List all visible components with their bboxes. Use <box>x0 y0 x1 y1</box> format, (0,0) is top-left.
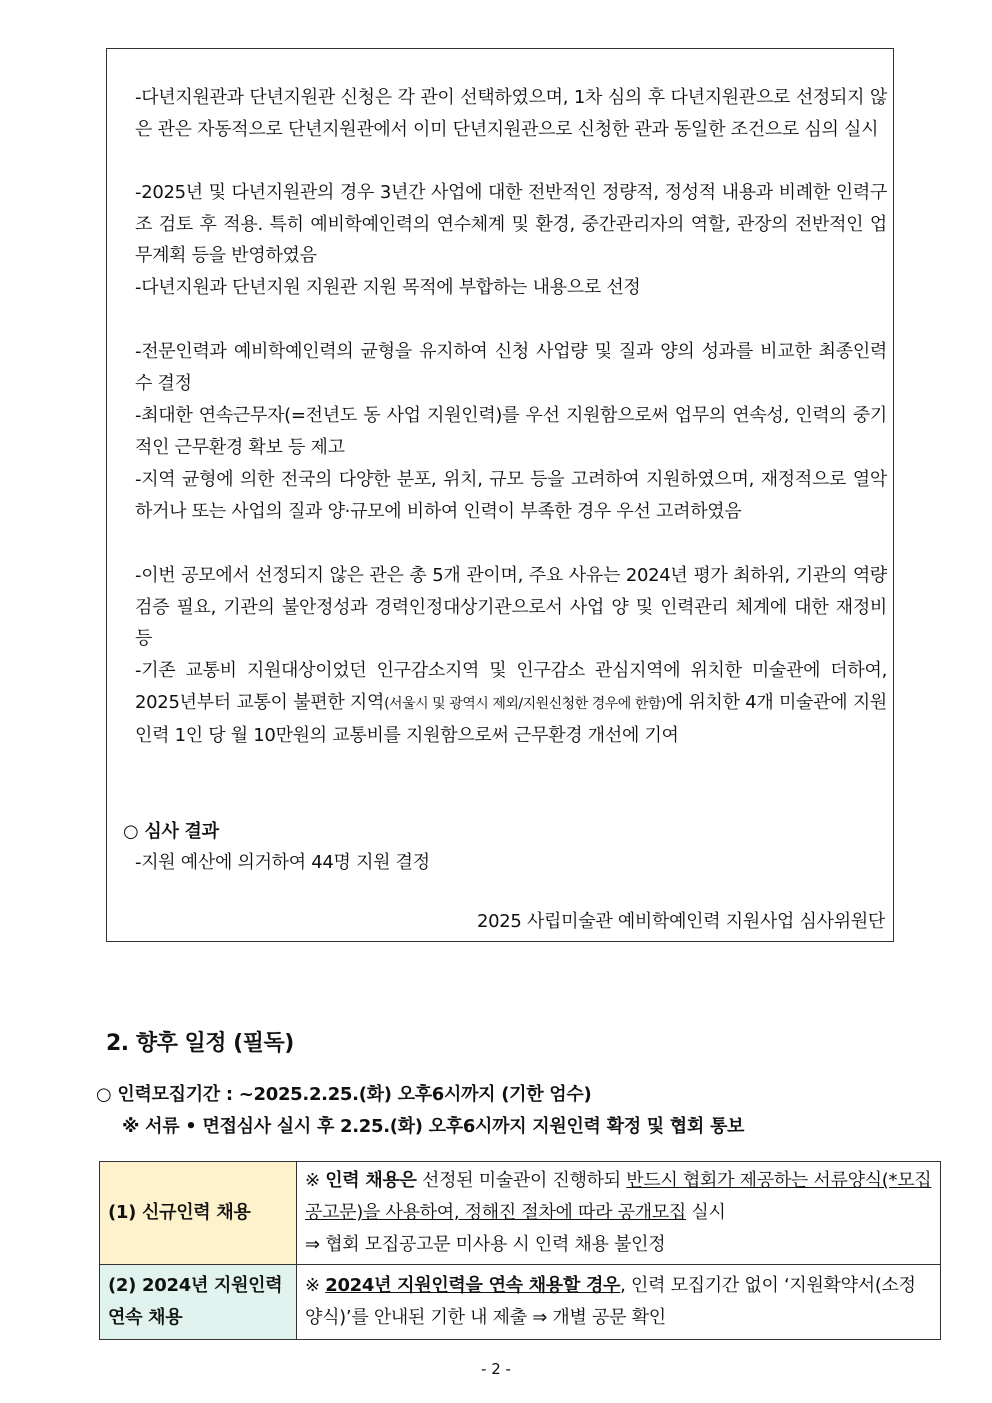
paragraph-balance: -전문인력과 예비학예인력의 균형을 유지하여 신청 사업량 및 질과 양의 성과를 비교한 최종인력 수 결정 <box>135 341 887 394</box>
paragraph-selection-purpose: -다년지원과 단년지원 지원관 지원 목적에 부합하는 내용으로 선정 <box>135 277 641 298</box>
table-row <box>100 1162 941 1265</box>
paragraph-transport-support <box>135 655 887 752</box>
transport-text-note: (서울시 및 광역시 제외/지원신청한 경우에 한함) <box>384 695 666 712</box>
page-number: - 2 - <box>481 1360 511 1378</box>
content-text: , 인력 모집기간 없이 ‘지원확약서(소정양식)’를 안내된 기한 내 제출 ⇒ 개별 공문 확인 <box>305 1275 916 1328</box>
table-row <box>100 1265 941 1340</box>
emphasis-text: 2024년 지원인력을 연속 채용할 경우 <box>325 1275 621 1297</box>
paragraph-2025-criteria: -2025년 및 다년지원관의 경우 3년간 사업에 대한 전반적인 정량적, 정성적 내용과 비례한 인력구조 검토 후 적용. 특히 예비학예인력의 연수체계 및 환경, 중간관리자의 역할, 관장의 전반적인 업무계획 등을 반영하였음 <box>135 182 887 267</box>
paragraph-multi-year-selection: -다년지원관과 단년지원관 신청은 각 관이 선택하였으며, 1차 심의 후 다년지원관으로 선정되지 않은 관은 자동적으로 단년지원관에서 이미 단년지원관으로 신청한 관과 동일한 조건으로 심의 실시 <box>135 87 887 140</box>
row-label-new-hire: (1) 신규인력 채용 <box>100 1162 297 1265</box>
result-heading: ○ 심사 결과 <box>123 821 219 842</box>
content-warning: ⇒ 협회 모집공고문 미사용 시 인력 채용 불인정 <box>305 1233 666 1255</box>
paragraph-regional-balance: -지역 균형에 의한 전국의 다양한 분포, 위치, 규모 등을 고려하여 지원하였으며, 재정적으로 열악하거나 또는 사업의 질과 양·규모에 비하여 인력이 부족한 경우 우선 고려하였음 <box>135 469 887 522</box>
result-text: -지원 예산에 의거하여 44명 지원 결정 <box>135 852 430 873</box>
recruit-period: ○ 인력모집기간 : ~2025.2.25.(화) 오후6시까지 (기한 엄수) <box>96 1084 592 1105</box>
review-result-box <box>106 48 894 942</box>
content-text: 실시 <box>686 1202 726 1224</box>
paragraph-continuous-workers: -최대한 연속근무자(=전년도 동 사업 지원인력)를 우선 지원함으로써 업무의 연속성, 인력의 중기적인 근무환경 확보 등 제고 <box>135 405 887 458</box>
transport-text-b: 에 위치한 4개 미술관에 지원인력 1인 당 월 10만원의 교통비를 지원함으로써 근무환경 개선에 기여 <box>135 691 887 747</box>
underlined-text: 반드시 협회가 제공하는 서류양식(*모집공고문)을 사용하여, 정해진 절차에 따라 공개모집 <box>305 1170 932 1224</box>
transport-text-a: -기존 교통비 지원대상이었던 인구감소지역 및 인구감소 관심지역에 위치한 미술관에 더하여, 2025년부터 교통이 불편한 지역 <box>135 660 887 713</box>
signature: 2025 사립미술관 예비학예인력 지원사업 심사위원단 <box>476 911 885 932</box>
content-text: 선정된 미술관이 진행하되 <box>416 1170 627 1192</box>
note-mark: ※ <box>305 1170 326 1192</box>
row-label-continuous-hire: (2) 2024년 지원인력 연속 채용 <box>100 1265 297 1340</box>
recruit-note: ※ 서류 • 면접심사 실시 후 2.25.(화) 오후6시까지 지원인력 확정 및 협회 통보 <box>122 1116 745 1137</box>
section-title: 2. 향후 일정 (필독) <box>106 1031 294 1056</box>
row-content-new-hire <box>297 1162 941 1265</box>
paragraph-not-selected: -이번 공모에서 선정되지 않은 관은 총 5개 관이며, 주요 사유는 2024년 평가 최하위, 기관의 역량검증 필요, 기관의 불안정성과 경력인정대상기관으로서 사업 양 및 인력관리 체계에 대한 재정비 등 <box>135 565 887 650</box>
row-content-continuous-hire <box>297 1265 941 1340</box>
emphasis-text: 인력 채용은 <box>325 1170 417 1192</box>
schedule-table <box>99 1161 941 1340</box>
note-mark: ※ <box>305 1275 326 1297</box>
